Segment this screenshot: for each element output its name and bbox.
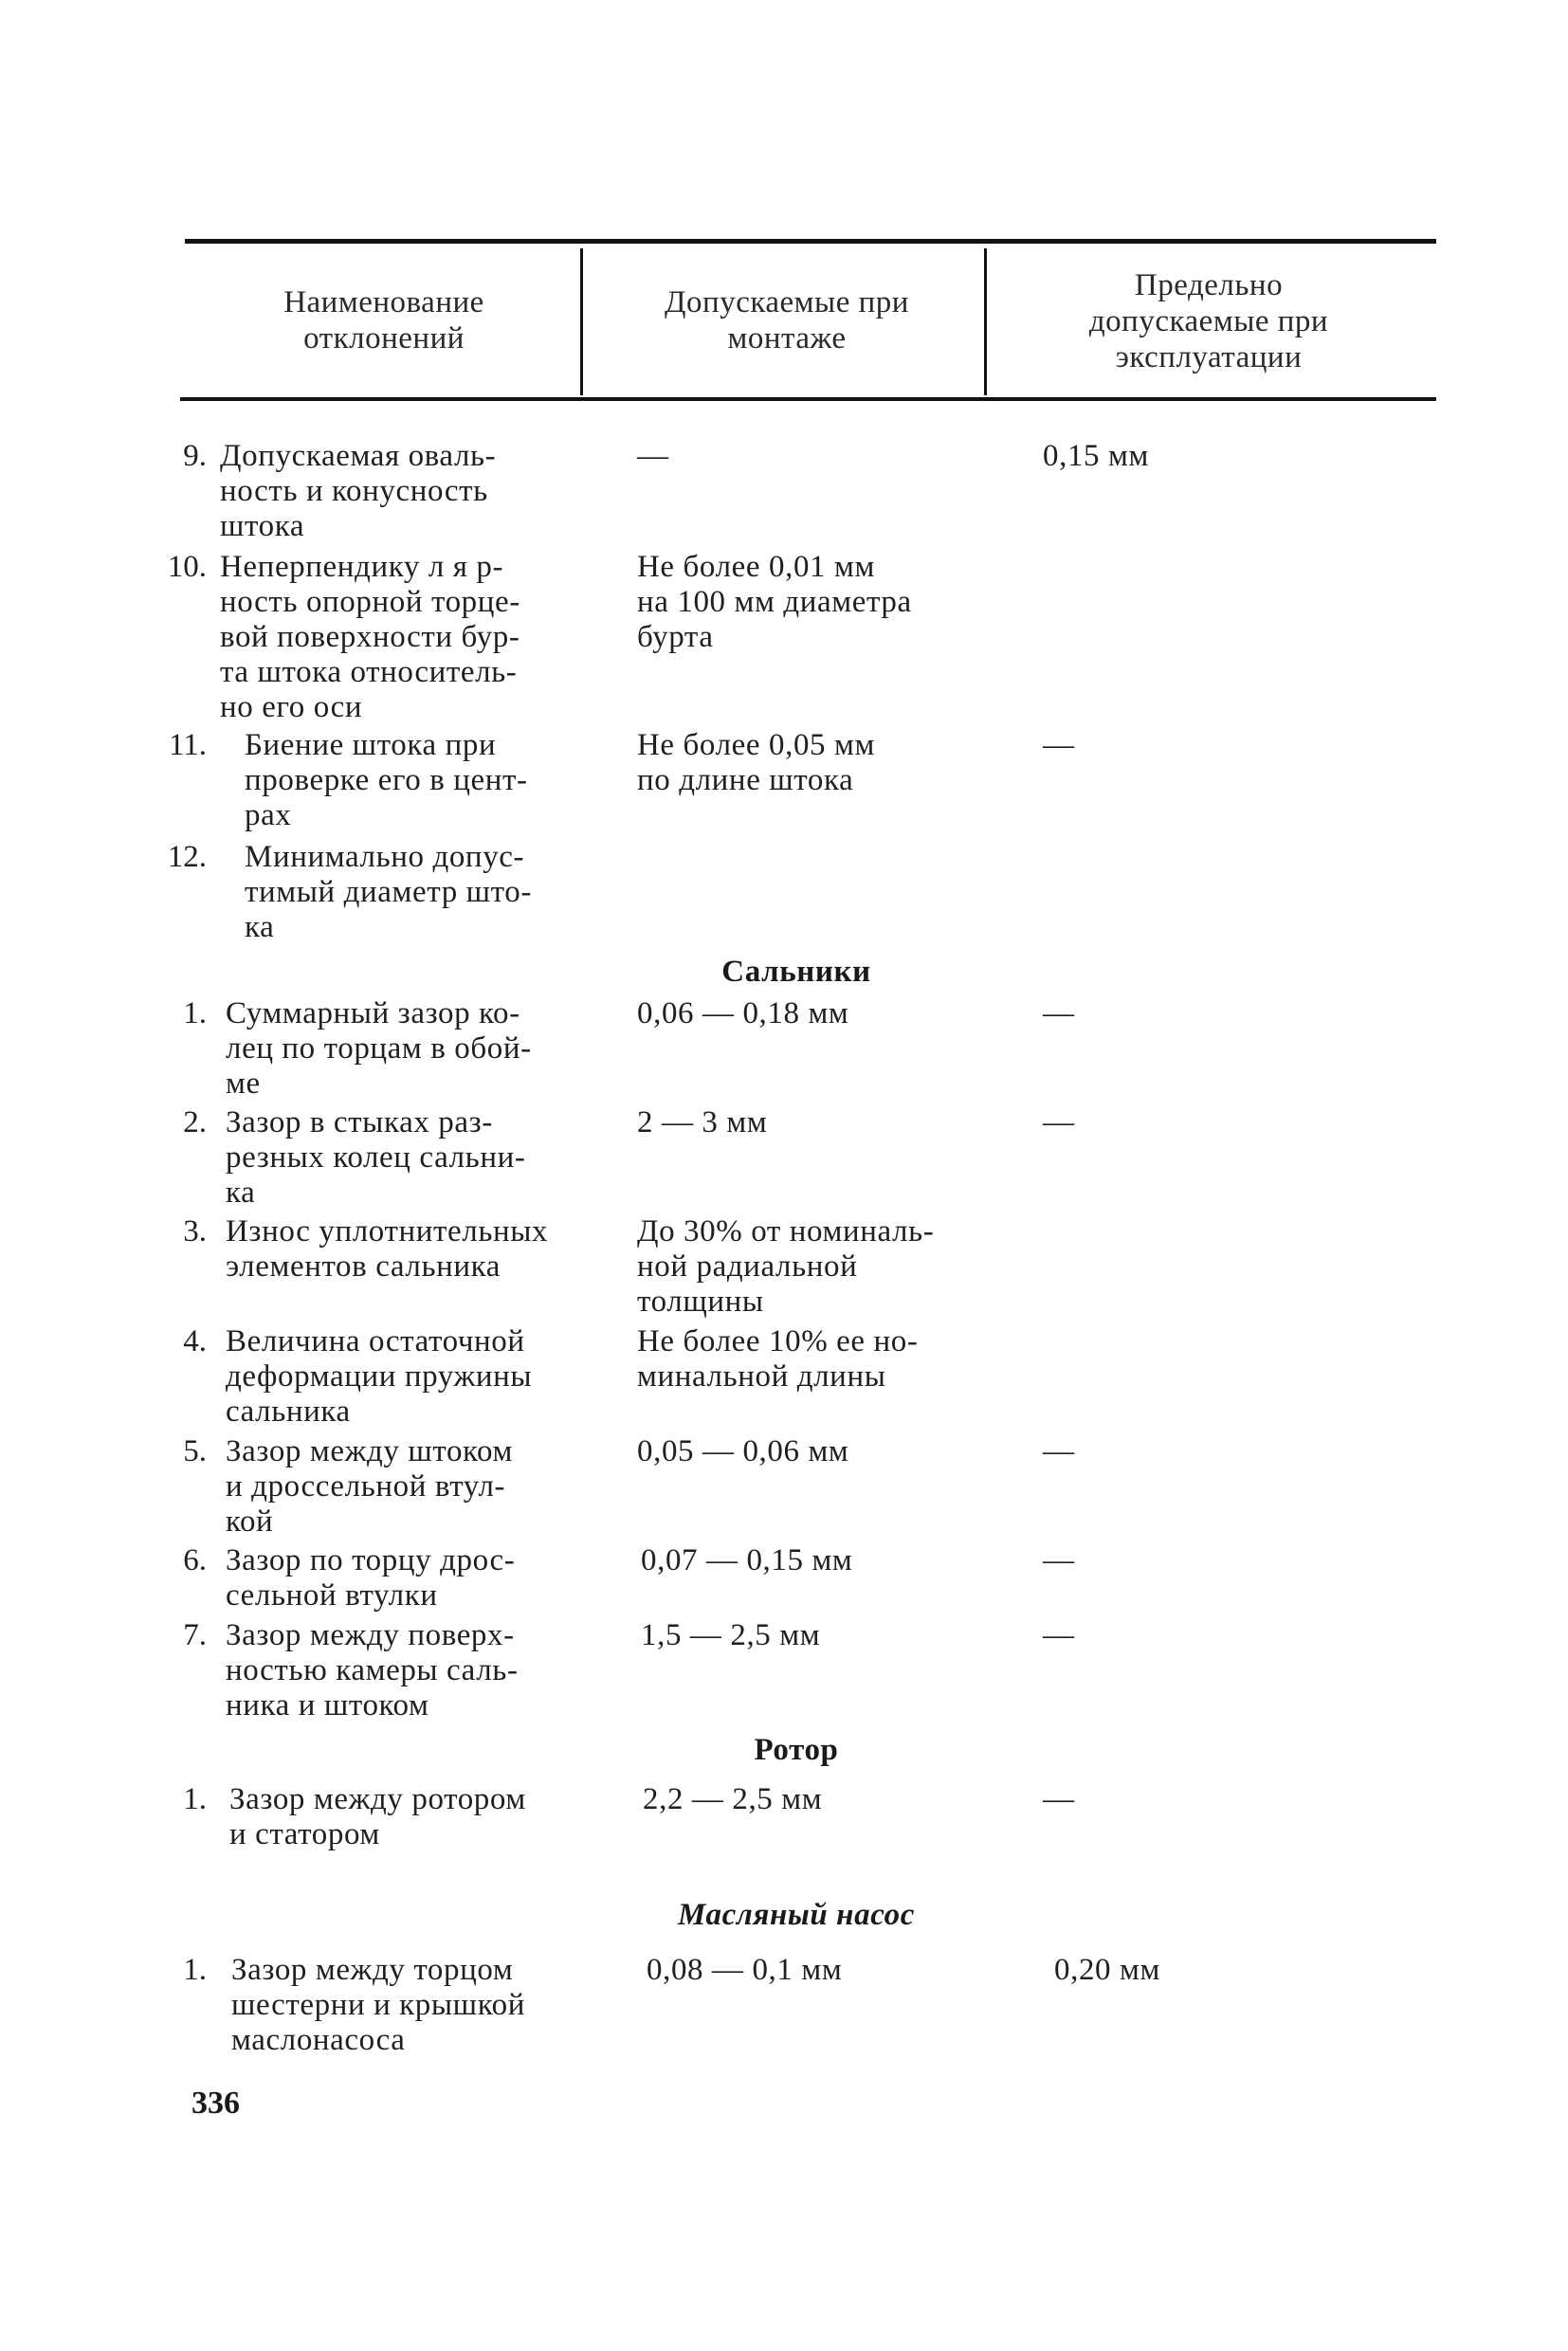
- row-limit-value: —: [1043, 1543, 1075, 1577]
- name-line: ность и конусность: [220, 474, 488, 508]
- row-number: 11.: [168, 728, 207, 762]
- name-line: Допускаемая оваль-: [220, 439, 497, 473]
- mount-line: минальной длины: [637, 1359, 886, 1394]
- name-line: шестерни и крышкой: [231, 1988, 526, 2022]
- mount-line: 1,5 — 2,5 мм: [641, 1618, 821, 1652]
- row-limit-value: —: [1043, 1782, 1075, 1816]
- row-limit-value: —: [1043, 1105, 1075, 1139]
- row-mount-value: [637, 550, 1016, 655]
- row-mount-value: [637, 1105, 1016, 1140]
- name-line: тимый диаметр што-: [245, 875, 532, 909]
- name-line: вой поверхности бур-: [220, 620, 520, 654]
- row-name: [220, 550, 637, 725]
- row-limit-value: —: [1043, 996, 1075, 1030]
- header-line: допускаемые при: [1088, 304, 1329, 338]
- mount-line: ной радиальной: [637, 1249, 858, 1284]
- mount-line: по длине штока: [637, 763, 854, 797]
- mount-line: 2,2 — 2,5 мм: [643, 1782, 823, 1816]
- name-line: сельной втулки: [226, 1578, 438, 1613]
- name-line: кой: [226, 1504, 274, 1539]
- row-name: [226, 1618, 595, 1723]
- section-heading-rotor: Ротор: [754, 1733, 839, 1767]
- row-number: 5.: [183, 1434, 207, 1468]
- mount-line: на 100 мм диаметра: [637, 585, 912, 619]
- row-mount-value: [637, 728, 1016, 798]
- row-name: [229, 1782, 595, 1852]
- row-number: 12.: [167, 840, 207, 874]
- row-mount-value: [637, 1214, 997, 1320]
- name-line: лец по торцам в обой-: [226, 1031, 532, 1066]
- section-heading-salniki: Сальники: [721, 955, 871, 989]
- row-number: 6.: [183, 1543, 207, 1577]
- name-line: ника и штоком: [226, 1688, 429, 1722]
- row-number: 4.: [183, 1324, 207, 1358]
- name-line: Зазор между поверх-: [226, 1618, 515, 1652]
- row-number: 1.: [183, 1953, 207, 1987]
- mount-line: толщины: [637, 1285, 764, 1319]
- name-line: Биение штока при: [245, 728, 497, 762]
- name-line: Неперпендику л я р-: [220, 550, 504, 584]
- row-mount-value: [641, 1618, 1020, 1653]
- row-name: [231, 1953, 595, 2058]
- name-line: ка: [245, 910, 275, 944]
- row-number: 1.: [183, 996, 207, 1030]
- row-name: [226, 1214, 595, 1285]
- name-line: Величина остаточной: [226, 1324, 525, 1358]
- row-limit-value: —: [1043, 1434, 1075, 1468]
- mount-line: 0,08 — 0,1 мм: [647, 1953, 843, 1987]
- name-line: сальника: [226, 1394, 351, 1429]
- row-limit-value: —: [1043, 728, 1075, 762]
- header-line: отклонений: [303, 321, 465, 355]
- row-number: 2.: [183, 1105, 207, 1139]
- mount-line: —: [637, 439, 669, 473]
- name-line: элементов сальника: [226, 1249, 501, 1284]
- name-line: Зазор между штоком: [226, 1434, 513, 1468]
- row-mount-value: [637, 1324, 997, 1394]
- name-line: та штока относитель-: [220, 655, 518, 689]
- row-mount-value: [637, 439, 1016, 474]
- name-line: ка: [226, 1176, 256, 1210]
- row-limit-value: —: [1043, 1618, 1075, 1652]
- header-mounting-tolerance: [597, 284, 976, 356]
- name-line: ность опорной торце-: [220, 585, 520, 619]
- table-top-rule: [185, 239, 1436, 244]
- row-mount-value: [641, 1543, 1020, 1578]
- name-line: рах: [245, 798, 292, 832]
- row-limit-value: 0,15 мм: [1043, 439, 1149, 473]
- name-line: ме: [226, 1066, 261, 1101]
- name-line: но его оси: [220, 690, 363, 724]
- name-line: и статором: [229, 1817, 380, 1851]
- name-line: штока: [220, 509, 305, 543]
- name-line: маслонасоса: [231, 2023, 406, 2057]
- row-name: [226, 996, 595, 1102]
- row-number: 9.: [183, 439, 207, 473]
- row-limit-value: 0,20 мм: [1054, 1953, 1160, 1987]
- mount-line: Не более 0,01 мм: [637, 550, 875, 584]
- name-line: и дроссельной втул-: [226, 1469, 506, 1504]
- header-divider-2: [984, 248, 987, 395]
- mount-line: До 30% от номиналь-: [637, 1214, 935, 1248]
- name-line: проверке его в цент-: [245, 763, 528, 797]
- header-line: монтаже: [727, 321, 847, 355]
- header-divider-1: [580, 248, 583, 395]
- row-number: 10.: [167, 550, 207, 584]
- row-name: [220, 439, 637, 544]
- name-line: Зазор по торцу дрос-: [226, 1543, 516, 1577]
- name-line: Зазор между торцом: [231, 1953, 514, 1987]
- page-number: 336: [191, 2086, 240, 2121]
- row-mount-value: [637, 1434, 1016, 1469]
- row-number: 1.: [183, 1782, 207, 1816]
- mount-line: Не более 0,05 мм: [637, 728, 875, 762]
- section-heading-oil-pump: Масляный насос: [678, 1898, 915, 1932]
- mount-line: 2 — 3 мм: [637, 1105, 768, 1139]
- name-line: Суммарный зазор ко-: [226, 996, 520, 1030]
- name-line: Зазор между ротором: [229, 1782, 526, 1816]
- header-line: Предельно: [1134, 268, 1284, 302]
- name-line: Зазор в стыках раз-: [226, 1105, 493, 1139]
- mount-line: 0,05 — 0,06 мм: [637, 1434, 849, 1468]
- name-line: ностью камеры саль-: [226, 1653, 519, 1687]
- header-line: Наименование: [283, 285, 484, 319]
- row-name: [226, 1434, 595, 1540]
- header-line: эксплуатации: [1115, 340, 1303, 374]
- header-line: Допускаемые при: [665, 285, 909, 319]
- row-mount-value: [647, 1953, 1026, 1988]
- row-mount-value: [643, 1782, 1022, 1817]
- header-deviation-name: [204, 284, 564, 356]
- mount-line: бурта: [637, 620, 714, 654]
- row-number: 7.: [183, 1618, 207, 1652]
- row-name: [226, 1543, 595, 1613]
- row-name: [226, 1324, 595, 1430]
- mount-line: 0,07 — 0,15 мм: [641, 1543, 853, 1577]
- row-name: [245, 728, 586, 833]
- row-name: [226, 1105, 595, 1211]
- name-line: Износ уплотнительных: [226, 1214, 549, 1248]
- row-name: [245, 840, 586, 945]
- row-number: 3.: [183, 1214, 207, 1248]
- mount-line: Не более 10% ее но-: [637, 1324, 919, 1358]
- table-header-bottom-rule: [180, 397, 1436, 401]
- name-line: деформации пружины: [226, 1359, 533, 1394]
- row-mount-value: [637, 996, 1016, 1031]
- mount-line: 0,06 — 0,18 мм: [637, 996, 849, 1030]
- header-operation-limit: [1000, 267, 1417, 375]
- name-line: резных колец сальни-: [226, 1140, 526, 1175]
- name-line: Минимально допус-: [245, 840, 525, 874]
